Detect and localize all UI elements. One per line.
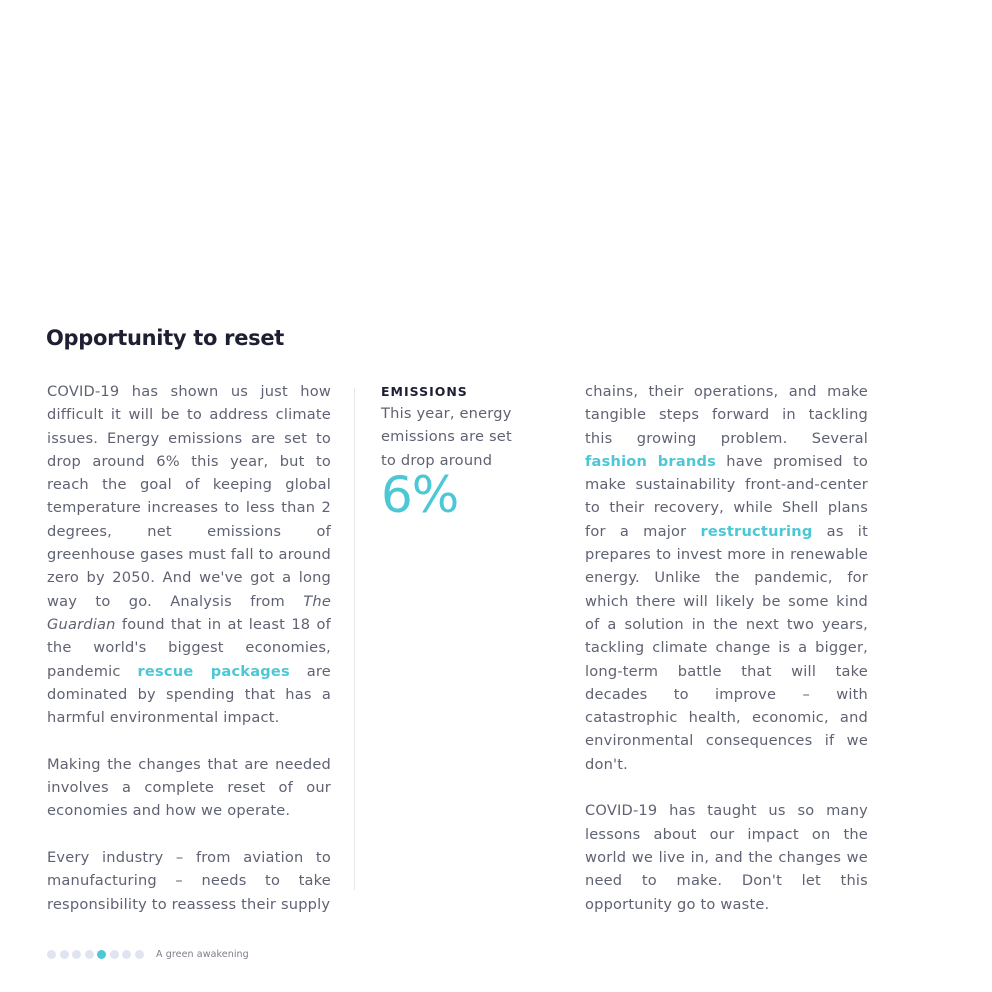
stat-label: EMISSIONS [381,384,468,399]
paragraph-text: COVID-19 has shown us just how difficult it will be to address climate issues. Energy emissions are set to drop around 6% this year, but to reach the goal of keeping global temperature increases to less than 2 degrees, net emissions of greenhouse gases must fall to around zero by 2050. And we've got a long way to go. Analysis from [47,383,331,610]
page-dot[interactable] [85,950,94,959]
paragraph: Making the changes that are needed involves a complete reset of our economies and how we operate. [47,755,331,820]
paragraph: COVID-19 has taught us so many lessons about our impact on the world we live in, and the changes we need to make. Don't let this opportunity go to waste. [585,802,868,913]
publication-name: The Guardian [47,592,331,633]
paragraph-text: found that in at least 18 of the world's biggest economies, pandemic [47,615,331,680]
page-dot[interactable] [72,950,81,959]
page-dot[interactable] [60,950,69,959]
rescue-packages-link[interactable]: rescue packages [137,662,290,680]
page-dot[interactable] [47,950,56,959]
page-footer [47,948,249,960]
page-indicator [47,950,147,959]
paragraph-text: have promised to make sustainability front-and-center to their recovery, while Shell plans for a major [585,452,868,540]
page-dot-active[interactable] [97,950,106,959]
page-dot[interactable] [110,950,119,959]
paragraph: Every industry – from aviation to manufacturing – needs to take responsibility to reassess their supply [47,848,331,913]
paragraph-text: as it prepares to invest more in renewable energy. Unlike the pandemic, for which there will likely be some kind of a solution in the next two years, tackling climate change is a bigger, long-term battle that will take decades to improve – with catastrophic health, economic, and environmental consequences if we don't. [585,522,868,773]
column-divider [354,388,355,890]
emissions-stat-callout [381,382,521,522]
fashion-brands-link[interactable]: fashion brands [585,452,716,470]
right-column [585,380,868,939]
paragraph [47,380,331,729]
left-column [47,380,331,939]
section-label: A green awakening [156,948,249,960]
paragraph-text: chains, their operations, and make tangible steps forward in tackling this growing problem. Several [585,383,868,447]
restructuring-link[interactable]: restructuring [700,522,813,540]
paragraph-text: are dominated by spending that has a harmful environmental impact. [47,662,331,727]
stat-value: 6% [381,465,459,524]
page-title: Opportunity to reset [46,326,285,350]
page-dot[interactable] [122,950,131,959]
stat-description: This year, energy emissions are set to drop around [381,405,512,469]
paragraph [585,380,868,776]
page-dot[interactable] [135,950,144,959]
